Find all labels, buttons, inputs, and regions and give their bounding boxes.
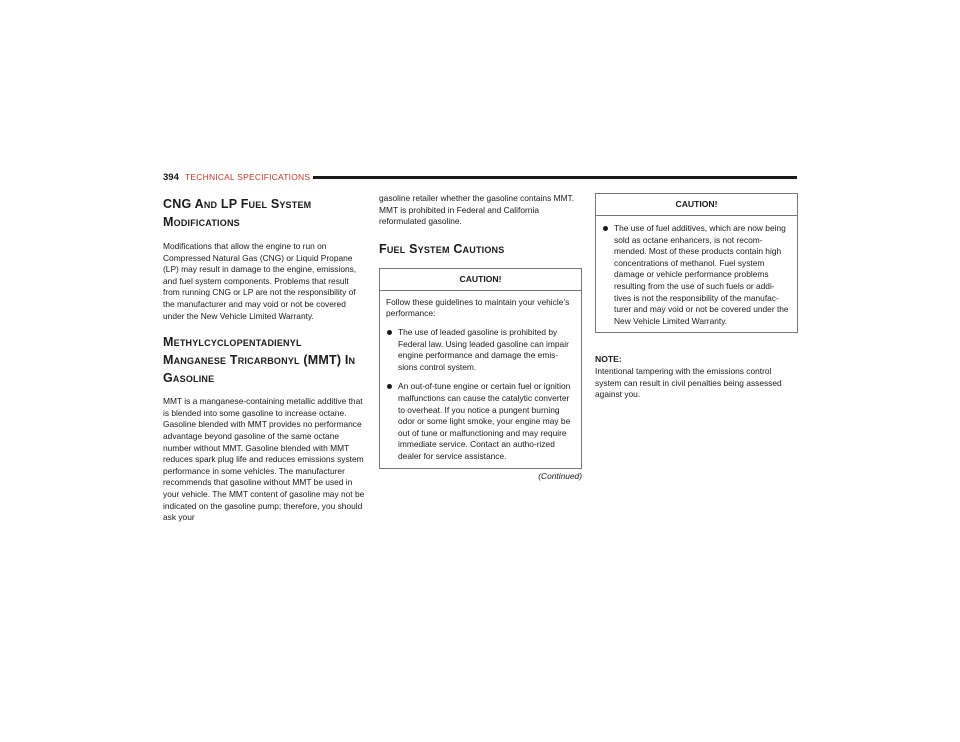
list-item (602, 223, 791, 327)
heading-fuel-system-cautions: Fuel System Cautions (379, 241, 505, 256)
column-right (595, 193, 798, 401)
section-title: TECHNICAL SPECIFICATIONS (185, 172, 311, 182)
caution-box (379, 268, 582, 469)
list-item-text: The use of fuel additives, which are now being sold as octane enhancers, is not recom-mended. Most of these products contain high concentrations of methanol. Fuel system damage or vehicle performance problems resulting from the use of such fuels or addi-tives is not the responsibility of the manufac-turer and may void or not be covered under the New Vehicle Limited Warranty. (614, 223, 789, 326)
paragraph-cng-lp: Modifications that allow the engine to run on Compressed Natural Gas (CNG) or Liquid Propane (LP) may result in damage to the engine, emissions, and fuel system components. Problems that result from running CNG or LP are not the responsibility of the manufacturer and may void or not be covered under the New Vehicle Limited Warranty. (163, 241, 357, 321)
page-number: 394 (163, 172, 179, 183)
continued-label: (Continued) (538, 470, 582, 481)
note-text: Intentional tampering with the emissions control system can result in civil penalties being assessed against you. (595, 365, 782, 400)
column-middle (379, 193, 582, 482)
bullet-icon (387, 384, 392, 389)
bullet-icon (387, 330, 392, 335)
caution-title: CAUTION! (380, 269, 581, 291)
caution-list (602, 223, 791, 327)
list-item-text: An out-of-tune engine or certain fuel or ignition malfunctions can cause the catalytic converter to overheat. If you notice a pungent burning odor or some light smoke, your engine may be out of tune or malfunctioning and may require immediate service. Contact an autho-rized dealer for service assistance. (398, 381, 571, 461)
caution-body (596, 216, 797, 332)
column-left (163, 195, 366, 524)
caution-intro: Follow these guidelines to maintain your vehicle’s performance: (386, 296, 570, 319)
bullet-icon (603, 226, 608, 231)
paragraph-mmt-continued: gasoline retailer whether the gasoline contains MMT. MMT is prohibited in Federal and California reformulated gasoline. (379, 193, 575, 227)
list-item-text: The use of leaded gasoline is prohibited by Federal law. Using leaded gasoline can impair engine performance and damage the emis-sions control system. (398, 326, 569, 372)
header-rule (313, 176, 797, 179)
note-label: NOTE: (595, 354, 622, 365)
list-item (386, 381, 575, 462)
heading-mmt: Methylcyclopentadienyl Manganese Tricarbonyl (MMT) In Gasoline (163, 335, 356, 386)
caution-body (380, 291, 581, 468)
paragraph-mmt: MMT is a manganese-containing metallic additive that is blended into some gasoline to increase octane. Gasoline blended with MMT provides no performance advantage beyond gasoline of the same octane number without MMT. Gasoline blended with MMT reduces spark plug life and reduces emissions system performance in some vehicles. The manufacturer recommends that gasoline without MMT be used in your vehicle. The MMT content of gasoline may not be indicated on the gasoline pump; therefore, you should ask your (163, 396, 365, 523)
caution-title: CAUTION! (596, 194, 797, 216)
heading-cng-lp: CNG And LP Fuel System Modifications (163, 197, 312, 229)
page-header (163, 171, 797, 187)
caution-box (595, 193, 798, 333)
caution-list (386, 327, 575, 463)
list-item (386, 327, 575, 373)
